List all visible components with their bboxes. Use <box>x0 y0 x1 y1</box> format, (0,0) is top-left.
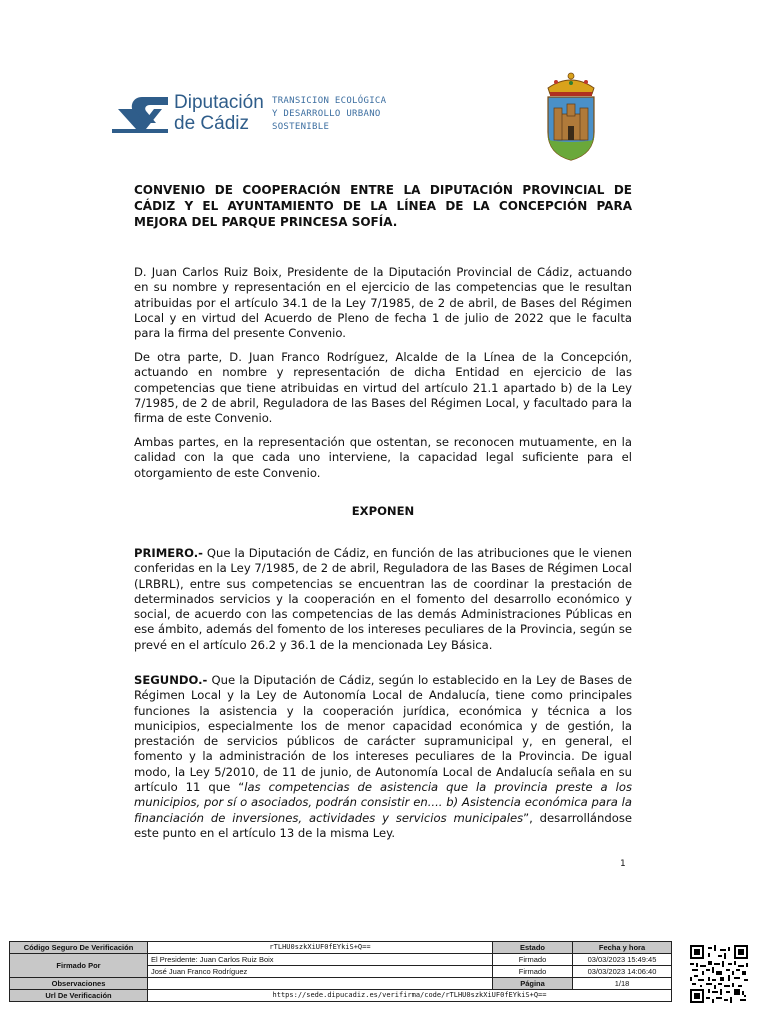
pagina-label: Página <box>493 978 573 990</box>
page-number: 1 <box>620 859 626 869</box>
table-row <box>10 990 672 1002</box>
department-line2: Y DESARROLLO URBANO <box>272 109 381 119</box>
org-name-line2: de Cádiz <box>174 113 249 134</box>
url-value[interactable]: https://sede.dipucadiz.es/verifirma/code/rTLHU0szkXiUF0fEYkiS+Q== <box>148 990 672 1002</box>
paragraph-president: D. Juan Carlos Ruiz Boix, Presidente de la Diputación Provincial de Cádiz, actuando en su nombre y representación en el ejercicio de las competencias que le resultan atribuidas por el artículo 34.1 de la Ley 7/1985, de 2 de abril, de Bases del Régimen Local y en virtud del Acuerdo de Pleno de fecha 1 de julio de 2022 que le faculta para la firma del presente Convenio. <box>134 265 632 341</box>
org-name <box>174 92 264 134</box>
signer1-date: 03/03/2023 15:49:45 <box>573 954 672 966</box>
section-heading: EXPONEN <box>351 504 415 518</box>
signer1-name: El Presidente: Juan Carlos Ruiz Boix <box>148 954 493 966</box>
estado-label: Estado <box>493 942 573 954</box>
paragraph-parties: Ambas partes, en la representación que ostentan, se reconocen mutuamente, en la calidad con la que cada uno interviene, la capacidad legal suficiente para el otorgamiento de este Convenio. <box>134 435 632 480</box>
paragraph-segundo <box>134 673 632 841</box>
pagina-value: 1/18 <box>573 978 672 990</box>
fecha-label: Fecha y hora <box>573 942 672 954</box>
primero-text: Que la Diputación de Cádiz, en función de las atribuciones que le vienen conferidas en la Ley 7/1985, de 2 de abril, Reguladora de las Bases de Régimen Local (LRBRL), entre sus competencias se encuentran las de coordinar la prestación de determinados servicios y la cooperación en el fomento del desarrollo económico y social, de acuerdo con las competencias de las demás Administraciones Públicas en ese ámbito, además del fomento de los intereses peculiares de la Provincia, según se prevé en el artículo 26.2 y 36.1 de la mencionada Ley Básica. <box>134 546 632 652</box>
paragraph-mayor: De otra parte, D. Juan Franco Rodríguez, Alcalde de la Línea de la Concepción, actuando en nombre y representación de dicha Entidad en ejercicio de las competencias que tiene atribuidas en virtud del artículo 21.1 apartado b) de la Ley 7/1985, de 2 de abril, Reguladora de las Bases del Régimen Local, y facultado para la firma de este Convenio. <box>134 350 632 426</box>
primero-label: PRIMERO.- <box>134 546 203 560</box>
table-row <box>10 954 672 966</box>
segundo-quote: las competencias de asistencia que la provincia preste a los municipios, por sí o asociados, podrán consistir en.... b) Asistencia económica para la financiación de inversiones, actividades y servicios municipales <box>134 780 632 825</box>
paragraph-primero <box>134 546 632 653</box>
table-row <box>10 942 672 954</box>
document-title: CONVENIO DE COOPERACIÓN ENTRE LA DIPUTACIÓN PROVINCIAL DE CÁDIZ Y EL AYUNTAMIENTO DE LA LÍNEA DE LA CONCEPCIÓN PARA MEJORA DEL PARQUE PRINCESA SOFÍA. <box>134 183 632 229</box>
coat-of-arms-icon <box>540 70 602 162</box>
department-line1: TRANSICION ECOLÓGICA <box>272 96 387 106</box>
csv-label: Código Seguro De Verificación <box>10 942 148 954</box>
observaciones-value <box>148 978 493 990</box>
signer2-name: José Juan Franco Rodríguez <box>148 966 493 978</box>
url-label: Url De Verificación <box>10 990 148 1002</box>
csv-value: rTLHU0szkXiUF0fEYkiS+Q== <box>148 942 493 954</box>
observaciones-label: Observaciones <box>10 978 148 990</box>
qr-code-icon[interactable] <box>687 945 751 1003</box>
signer2-status: Firmado <box>493 966 573 978</box>
segundo-text: Que la Diputación de Cádiz, según lo establecido en la Ley de Bases de Régimen Local y la Ley de Autonomía Local de Andalucía, tiene como principales funciones la asistencia y la cooperación jurídica, económica y técnica a los municipios, especialmente los de menor capacidad económica y de gestión, la prestación de servicios públicos de carácter supramunicipal y, en general, el fomento y la administración de los intereses peculiares de la Provincia. De igual modo, la Ley 5/2010, de 11 de junio, de Autonomía Local de Andalucía señala en su artículo 11 que “ <box>134 673 632 795</box>
segundo-tail: ”, desarrollándose este punto en el artículo 13 de la misma Ley. <box>134 810 633 840</box>
firmado-por-label: Firmado Por <box>10 954 148 978</box>
department-line3: SOSTENIBLE <box>272 122 330 132</box>
segundo-label: SEGUNDO.- <box>134 673 208 687</box>
department-name <box>272 95 386 134</box>
signer2-date: 03/03/2023 14:06:40 <box>573 966 672 978</box>
signer1-status: Firmado <box>493 954 573 966</box>
org-name-line1: Diputación <box>174 92 264 113</box>
verification-table <box>9 941 672 1002</box>
table-row <box>10 978 672 990</box>
